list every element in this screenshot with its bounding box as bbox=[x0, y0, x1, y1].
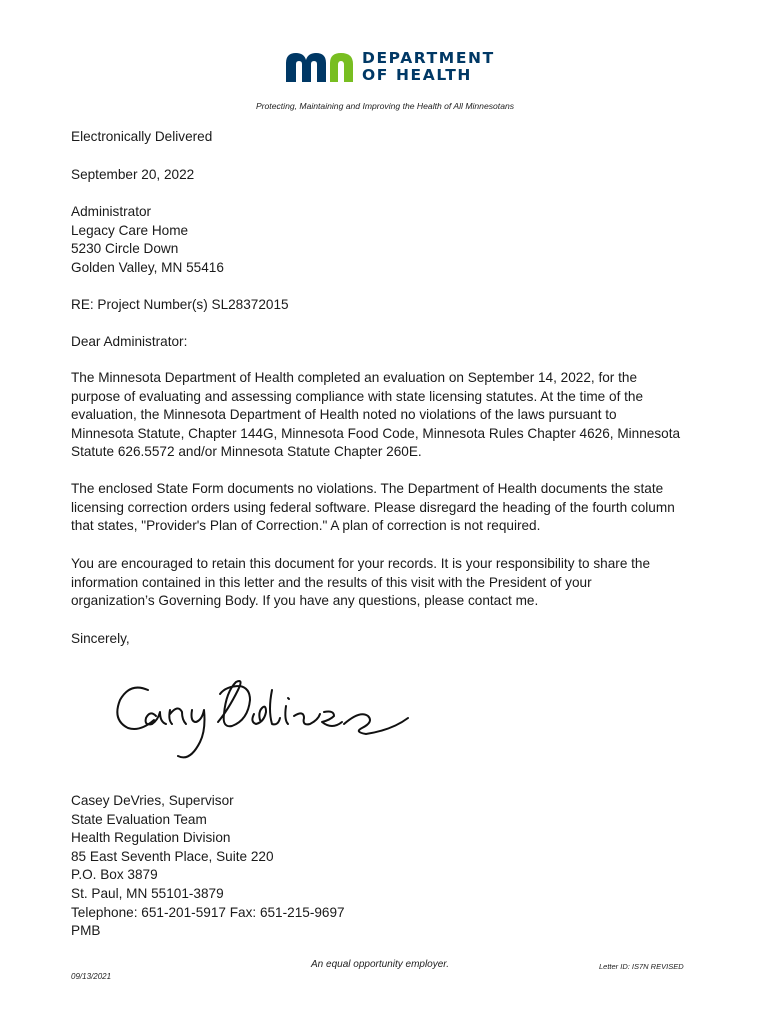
paragraph-line: purpose of evaluating and assessing compliance with state licensing statutes. At the time of the bbox=[71, 388, 644, 404]
paragraph-line: Minnesota Statute, Chapter 144G, Minnesota Food Code, Minnesota Rules Chapter 4626, Minnesota bbox=[71, 425, 681, 441]
mn-logo-mark-icon bbox=[284, 50, 356, 84]
equal-opportunity-note: An equal opportunity employer. bbox=[311, 959, 450, 970]
signer-line: Health Regulation Division bbox=[71, 830, 231, 846]
letter-id: Letter ID: IS7N REVISED bbox=[599, 962, 684, 971]
delivery-method: Electronically Delivered bbox=[71, 129, 213, 144]
paragraph-line: licensing correction orders using federal software. Please disregard the heading of the fourth column bbox=[71, 499, 675, 515]
signer-line: P.O. Box 3879 bbox=[71, 867, 158, 883]
footer-date: 09/13/2021 bbox=[71, 972, 112, 981]
paragraph-line: Statute 626.5572 and/or Minnesota Statute Chapter 260E. bbox=[71, 444, 422, 460]
signer-line: St. Paul, MN 55101-3879 bbox=[71, 885, 224, 901]
paragraph-line: The enclosed State Form documents no violations. The Department of Health documents the state bbox=[71, 481, 664, 496]
logo-line-1: DEPARTMENT bbox=[362, 49, 495, 67]
signer-line: Telephone: 651-201-5917 Fax: 651-215-9697 bbox=[71, 904, 345, 920]
letter-date: September 20, 2022 bbox=[71, 167, 195, 182]
paragraph-2 bbox=[71, 480, 701, 536]
recipient-line: Administrator bbox=[71, 204, 152, 219]
salutation: Dear Administrator: bbox=[71, 334, 188, 349]
paragraph-line: The Minnesota Department of Health completed an evaluation on September 14, 2022, for the bbox=[71, 370, 637, 385]
paragraph-line: information contained in this letter and the results of this visit with the President of your bbox=[71, 574, 592, 590]
recipient-line: Legacy Care Home bbox=[71, 222, 189, 238]
recipient-address bbox=[71, 203, 701, 277]
closing: Sincerely, bbox=[71, 631, 130, 646]
logo-wordmark bbox=[362, 50, 495, 84]
paragraph-3 bbox=[71, 555, 701, 611]
paragraph-line: organization’s Governing Body. If you have any questions, please contact me. bbox=[71, 593, 539, 609]
tagline: Protecting, Maintaining and Improving the Health of All Minnesotans bbox=[255, 101, 515, 111]
mdh-logo bbox=[284, 50, 494, 88]
signer-line: 85 East Seventh Place, Suite 220 bbox=[71, 848, 274, 864]
recipient-line: 5230 Circle Down bbox=[71, 241, 179, 257]
logo-line-2: OF HEALTH bbox=[362, 66, 472, 84]
paragraph-line: You are encouraged to retain this document for your records. It is your responsibility to share the bbox=[71, 556, 651, 571]
signer-line: PMB bbox=[71, 923, 101, 939]
signature-image bbox=[108, 670, 418, 770]
signer-line: State Evaluation Team bbox=[71, 811, 207, 827]
signer-block bbox=[71, 792, 701, 941]
paragraph-line: that states, "Provider's Plan of Correction." A plan of correction is not required. bbox=[71, 518, 541, 534]
recipient-line: Golden Valley, MN 55416 bbox=[71, 259, 224, 275]
signer-line: Casey DeVries, Supervisor bbox=[71, 793, 234, 808]
re-line: RE: Project Number(s) SL28372015 bbox=[71, 297, 289, 312]
paragraph-1 bbox=[71, 369, 701, 462]
paragraph-line: evaluation, the Minnesota Department of Health noted no violations of the laws pursuant to bbox=[71, 407, 617, 423]
